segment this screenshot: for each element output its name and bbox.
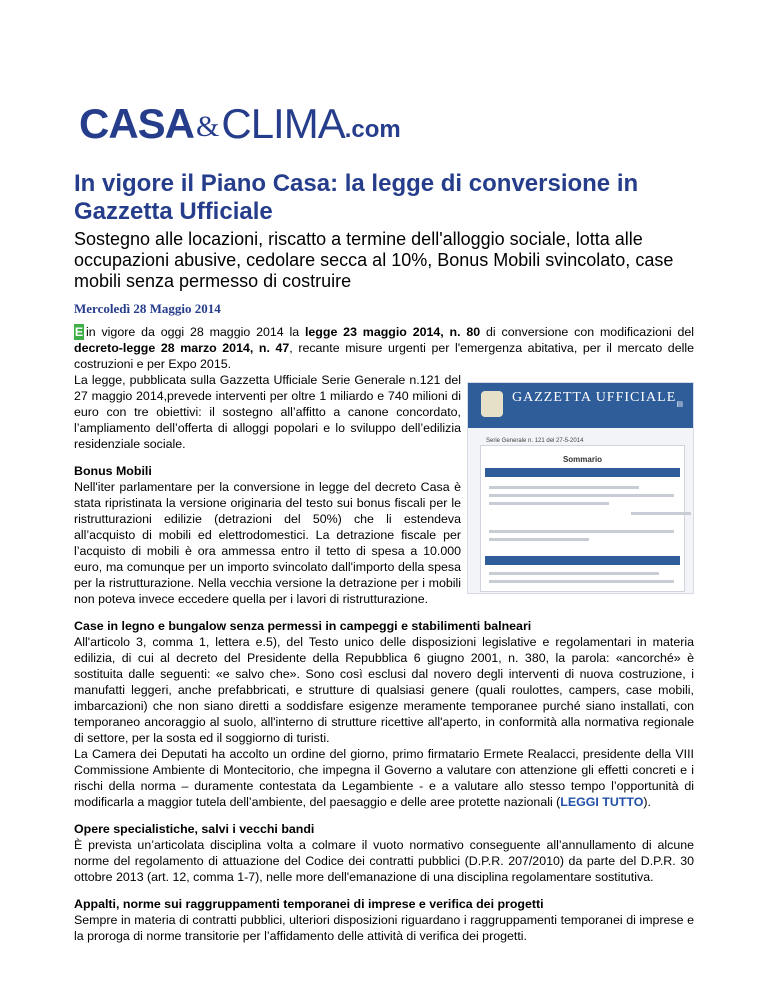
gazzetta-header xyxy=(468,383,693,428)
gazzetta-text-line xyxy=(631,512,691,515)
law-reference: legge 23 maggio 2014, n. 80 xyxy=(304,325,481,339)
article-body xyxy=(74,324,694,944)
section-text: È prevista un’articolata disciplina volta a colmare il vuoto normativo conseguente all’annullamento di alcune norme del regolamento di attuazione del Codice dei contratti pubblici (D.P.R. 207/2010) da parte del D.P.R. 30 ottobre 2013 (art. 12, comma 1-7), nelle more dell'emanazione di una disciplina regolamentare sostitutiva. xyxy=(74,838,694,884)
section-heading: Bonus Mobili xyxy=(74,464,152,478)
gazzetta-section-bar xyxy=(485,556,680,565)
gazzetta-text-line xyxy=(489,530,674,533)
logo-ampersand: & xyxy=(196,110,220,143)
gazzetta-text-line xyxy=(489,572,659,575)
emblem-icon xyxy=(481,391,503,417)
gazzetta-ufficiale-image xyxy=(467,382,694,594)
gazzetta-text-line xyxy=(489,580,674,583)
casaclima-logo[interactable] xyxy=(79,100,401,147)
section-text: Sempre in materia di contratti pubblici, ulteriori disposizioni riguardano i raggruppamenti temporanei di imprese e la proroga di norme transitorie per l’affidamento delle attività di verifica dei progetti. xyxy=(74,913,694,943)
gazzetta-title: GAZZETTA UFFICIALE xyxy=(512,390,677,405)
logo-com: .com xyxy=(344,116,401,143)
decree-reference: decreto-legge 28 marzo 2014, n. 47 xyxy=(74,341,290,355)
logo-casa: CASA xyxy=(79,100,195,147)
gazzetta-summary-title: Sommario xyxy=(562,455,603,464)
gazzetta-section-bar xyxy=(485,468,680,477)
section-text: All'articolo 3, comma 1, lettera e.5), del Testo unico delle disposizioni legislative e regolamentari in materia edilizia, di cui al decreto del Presidente della Repubblica 6 giugno 2001, n. 380, la parola: «ancorché» è sostituita dalle seguenti: «e salvo che». Sono così esclusi dal novero degli interventi di nuova costruzione, i manufatti leggeri, anche prefabbricati, e strutture di qualsiasi genere (quali roulottes, campers, case mobili, imbarcazioni) che non siano diretti a soddisfare esigenze meramente temporanee purché siano installati, con temporaneo ancoraggio al suolo, all'interno di strutture ricettive all'aperto, in conformità alla normativa regionale di settore, per la sosta ed il soggiorno di turisti. xyxy=(74,635,694,745)
article-subtitle: Sostegno alle locazioni, riscatto a termine dell'alloggio sociale, lotta alle occupazioni abusive, cedolare secca al 10%, Bonus Mobili svincolato, case mobili senza permesso di costruire xyxy=(74,229,674,291)
article-title: In vigore il Piano Casa: la legge di conversione in Gazzetta Ufficiale xyxy=(74,170,639,225)
article-date: Mercoledì 28 Maggio 2014 xyxy=(74,301,221,316)
section-heading: Opere specialistiche, salvi i vecchi bandi xyxy=(74,822,315,836)
gazzetta-menu-icon: ▤ xyxy=(676,401,683,408)
section-heading: Case in legno e bungalow senza permessi in campeggi e stabilimenti balneari xyxy=(74,619,532,633)
section-text: Nell'iter parlamentare per la conversione in legge del decreto Casa è stata ripristinata la versione originaria del testo sui bonus fiscali per le ristrutturazioni edilizie (detrazioni del 50%) che li estendeva all’acquisto di mobili ed elettrodomestici. La detrazione fiscale per l’acquisto di mobili è ora ammessa entro il tetto di spesa a 10.000 euro, ma comunque per un importo svincolato dall'importo della spesa per la ristrutturazione. Nella vecchia versione la detrazione per i mobili non poteva invece eccedere quella per i lavori di ristrutturazione. xyxy=(74,480,461,606)
logo-clima: CLIMA xyxy=(221,100,345,147)
gazzetta-text-line xyxy=(489,486,639,489)
gazzetta-text-line xyxy=(489,502,609,505)
section-text: La Camera dei Deputati ha accolto un ordine del giorno, primo firmatario Ermete Realacci, presidente della VIII Commissione Ambiente di Montecitorio, che impegna il Governo a valutare con attenzione gli effetti concreti e i rischi della norma – duramente contestata da Legambiente - e a valutare allo stesso tempo l’opportunità di modificarla a maggior tutela dell’ambiente, del paesaggio e delle aree protette nazionali (LEGGI TUTTO). xyxy=(74,747,694,809)
section-heading: Appalti, norme sui raggruppamenti temporanei di imprese e verifica dei progetti xyxy=(74,897,544,911)
gazzetta-series: Serie Generale n. 121 del 27-5-2014 xyxy=(486,438,584,444)
dropcap: E xyxy=(74,325,84,339)
gazzetta-text-line xyxy=(489,494,674,497)
gazzetta-summary-panel xyxy=(480,445,685,592)
overview-paragraph: La legge, pubblicata sulla Gazzetta Ufficiale Serie Generale n.121 del 27 maggio 2014,prevede interventi per oltre 1 miliardo e 740 milioni di euro con tre obiettivi: il sostegno all’affitto a canone concordato, l’ampliamento dell’offerta di alloggi popolari e lo sviluppo dell’edilizia residenziale sociale. xyxy=(74,373,461,451)
gazzetta-text-line xyxy=(489,538,589,541)
read-more-link[interactable]: LEGGI TUTTO xyxy=(560,795,644,809)
intro-paragraph: E in vigore da oggi 28 maggio 2014 la legge 23 maggio 2014, n. 80 di conversione con modificazioni del decreto-legge 28 marzo 2014, n. 47, recante misure urgenti per l'emergenza abitativa, per il mercato delle costruzioni e per Expo 2015. xyxy=(74,325,694,371)
